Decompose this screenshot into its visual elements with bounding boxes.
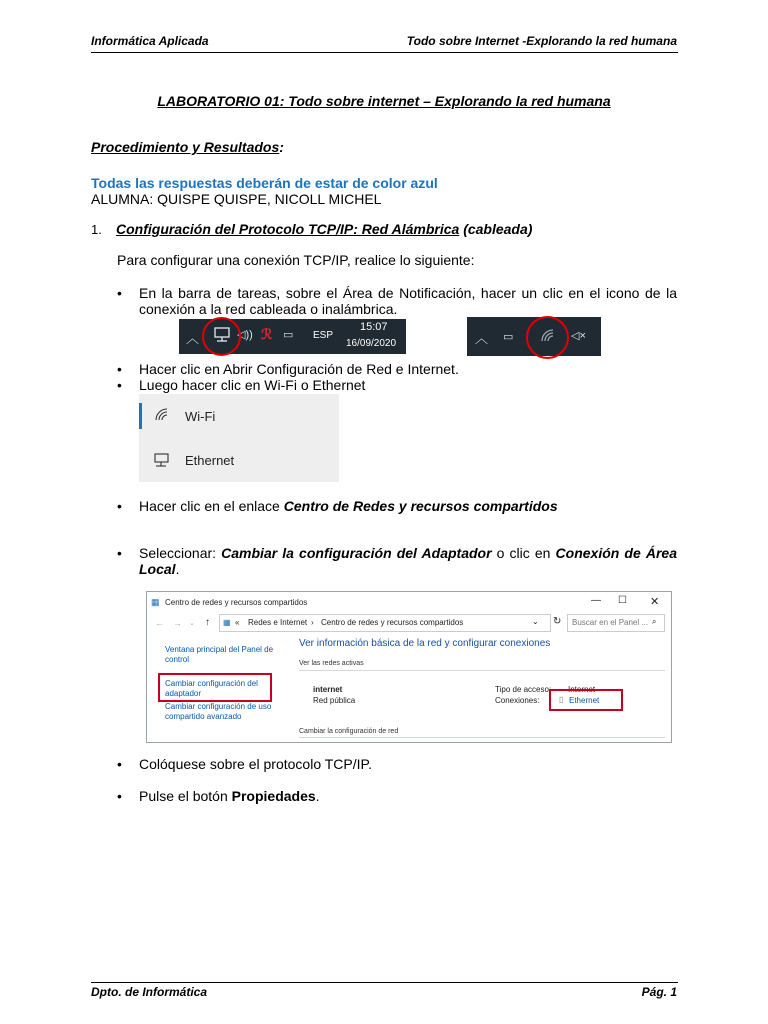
main-heading: Ver información básica de la red y configurar conexiones bbox=[299, 638, 551, 649]
bullet-2: Hacer clic en Abrir Configuración de Red e Internet. bbox=[139, 361, 459, 377]
control-panel-icon: ▦ bbox=[151, 597, 160, 607]
change-network-settings-label: Cambiar la configuración de red bbox=[299, 728, 399, 735]
clock-date: 16/09/2020 bbox=[346, 338, 397, 349]
control-panel-icon: ▦ bbox=[223, 618, 231, 627]
back-button[interactable]: ← bbox=[155, 618, 164, 628]
bullet-dot: • bbox=[117, 377, 122, 393]
search-icon: ⌕ bbox=[652, 617, 657, 626]
bullet-6: Colóquese sobre el protocolo TCP/IP. bbox=[139, 756, 372, 772]
sidebar-link-control-panel[interactable]: Ventana principal del Panel de control bbox=[165, 645, 274, 664]
breadcrumb-overflow[interactable]: « bbox=[235, 618, 240, 627]
sidebar-link-change-adapter[interactable]: Cambiar configuración del adaptador bbox=[165, 679, 258, 698]
access-type-label: Tipo de acceso: bbox=[495, 685, 552, 694]
bullet-dot: • bbox=[117, 498, 122, 514]
bullet-7: Pulse el botón Propiedades. bbox=[139, 788, 320, 804]
volume-icon: ◁)) bbox=[237, 329, 253, 341]
breadcrumb-separator: › bbox=[311, 618, 314, 627]
chevron-down-icon[interactable]: ⌄ bbox=[189, 620, 195, 627]
bullet-5: Seleccionar: Cambiar la configuración del Adaptador o clic en Conexión de Área Local. bbox=[139, 545, 678, 577]
footer-left: Dpto. de Informática bbox=[91, 985, 208, 999]
lab-title: LABORATORIO 01: Todo sobre internet – Explorando la red humana bbox=[157, 93, 611, 109]
refresh-button[interactable]: ↻ bbox=[553, 616, 562, 627]
bullet-dot: • bbox=[117, 361, 122, 377]
close-button[interactable]: ✕ bbox=[650, 596, 660, 608]
active-networks-label: Ver las redes activas bbox=[299, 660, 364, 667]
search-input[interactable] bbox=[567, 614, 665, 632]
sidebar-link-sharing[interactable]: Cambiar configuración de uso compartido avanzado bbox=[165, 702, 272, 721]
language-indicator: ESP bbox=[313, 330, 334, 341]
antivirus-icon: ℛ bbox=[261, 326, 273, 342]
bullet-1: En la barra de tareas, sobre el Área de Notificación, hacer un clic en el icono de la conexión a la red cableada o inalámbrica. bbox=[139, 285, 677, 317]
highlight-circle bbox=[526, 316, 569, 359]
battery-icon: ▭ bbox=[283, 329, 294, 341]
wifi-option[interactable]: Wi-Fi bbox=[185, 409, 216, 424]
highlight-box bbox=[158, 673, 272, 702]
ethernet-icon bbox=[153, 453, 171, 474]
header-rule bbox=[91, 52, 678, 53]
selection-indicator bbox=[139, 403, 142, 429]
maximize-button[interactable]: ☐ bbox=[618, 595, 627, 606]
battery-icon: ▭ bbox=[503, 331, 514, 343]
highlight-box bbox=[549, 689, 623, 711]
footer-rule bbox=[91, 982, 678, 983]
section-heading: Procedimiento y Resultados: bbox=[91, 139, 284, 155]
forward-button[interactable]: → bbox=[173, 618, 182, 628]
bullet-dot: • bbox=[117, 788, 122, 804]
network-type: Red pública bbox=[313, 696, 356, 705]
chevron-up-icon: ︿ bbox=[186, 331, 200, 346]
intro-text: Para configurar una conexión TCP/IP, realice lo siguiente: bbox=[117, 252, 475, 268]
footer-right: Pág. 1 bbox=[641, 985, 677, 999]
divider bbox=[299, 737, 665, 738]
item-title: Configuración del Protocolo TCP/IP: Red Alámbrica (cableada) bbox=[116, 221, 533, 237]
up-button[interactable]: ↑ bbox=[205, 617, 210, 628]
bullet-dot: • bbox=[117, 756, 122, 772]
bullet-3: Luego hacer clic en Wi-Fi o Ethernet bbox=[139, 377, 366, 393]
student-name: ALUMNA: QUISPE QUISPE, NICOLL MICHEL bbox=[91, 191, 382, 207]
network-options-panel bbox=[139, 394, 339, 482]
ethernet-icon: ▯ bbox=[559, 695, 564, 704]
connections-label: Conexiones: bbox=[495, 696, 540, 705]
ethernet-option[interactable]: Ethernet bbox=[185, 453, 235, 468]
chevron-down-icon[interactable]: ⌄ bbox=[532, 617, 539, 626]
ethernet-connection-link[interactable]: Ethernet bbox=[569, 696, 600, 705]
chevron-up-icon: ︿ bbox=[475, 331, 489, 346]
address-bar[interactable] bbox=[219, 614, 551, 632]
item-number: 1. bbox=[91, 222, 102, 237]
clock-time: 15:07 bbox=[360, 321, 388, 333]
breadcrumb-redes-internet[interactable]: Redes e Internet bbox=[248, 618, 308, 627]
network-center-window bbox=[146, 591, 672, 743]
search-placeholder: Buscar en el Panel ... bbox=[572, 618, 649, 627]
bullet-4: Hacer clic en el enlace Centro de Redes y recursos compartidos bbox=[139, 498, 558, 514]
minimize-button[interactable]: — bbox=[591, 595, 601, 606]
highlight-circle bbox=[202, 317, 241, 356]
bullet-dot: • bbox=[117, 285, 122, 301]
network-name: internet bbox=[313, 685, 343, 694]
volume-muted-icon: ◁× bbox=[571, 330, 586, 342]
header-right: Todo sobre Internet -Explorando la red humana bbox=[406, 34, 677, 48]
bullet-dot: • bbox=[117, 545, 122, 561]
breadcrumb-network-center[interactable]: Centro de redes y recursos compartidos bbox=[321, 618, 464, 627]
access-type-value: Internet bbox=[568, 685, 596, 694]
window-title: Centro de redes y recursos compartidos bbox=[165, 598, 308, 607]
wifi-icon bbox=[155, 408, 171, 427]
header-left: Informática Aplicada bbox=[91, 34, 209, 48]
divider bbox=[299, 670, 665, 671]
blue-note: Todas las respuestas deberán de estar de color azul bbox=[91, 175, 438, 191]
